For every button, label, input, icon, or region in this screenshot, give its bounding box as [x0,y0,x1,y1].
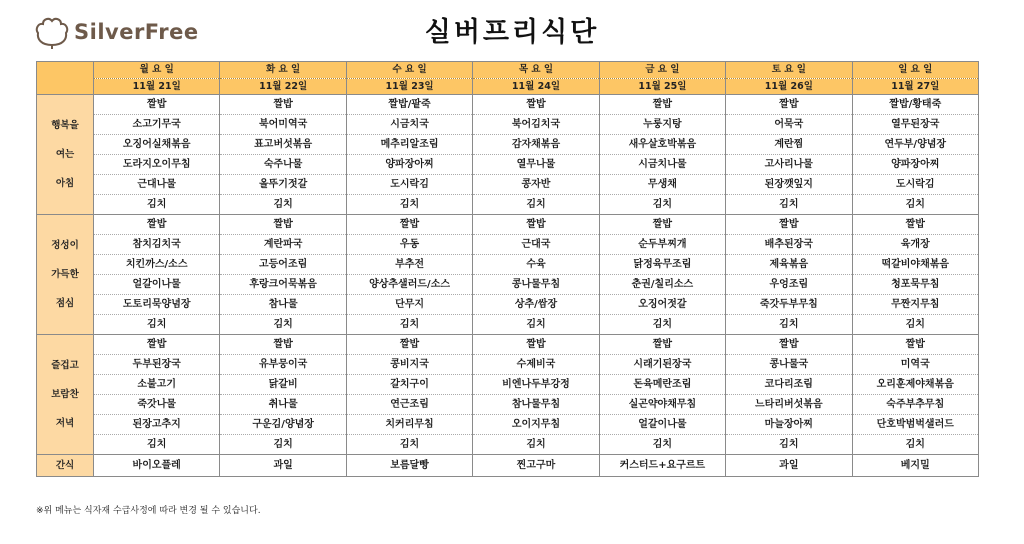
dish-cell: 미역국 [852,355,978,375]
meal-row [37,315,979,335]
dish-cell: 올뚜기젓갈 [220,175,346,195]
dish-cell: 우동 [346,235,472,255]
dish-cell: 양파장아찌 [852,155,978,175]
date-header-row [37,78,979,95]
dish-cell: 순두부찌개 [599,235,725,255]
dish-cell: 도토리묵양념장 [94,295,220,315]
snack-item: 과일 [220,455,346,477]
meal-label-line: 저녁 [55,418,75,429]
dish-cell: 짤밥 [94,215,220,235]
dish-cell: 북어미역국 [220,115,346,135]
meal-label-line: 가득한 [51,269,79,280]
dish-cell: 김치 [473,195,599,215]
dish-cell: 죽갓나물 [94,395,220,415]
dish-cell: 무짠지무침 [852,295,978,315]
dish-cell: 콩자반 [473,175,599,195]
meal-row [37,415,979,435]
meal-label-line: 여는 [55,149,75,160]
dish-cell: 짤밥/황태죽 [852,95,978,115]
day-name: 수 요 일 [346,62,472,79]
dish-cell: 소고기무국 [94,115,220,135]
dish-cell: 짤밥 [94,95,220,115]
menu-body [37,95,979,477]
dish-cell: 소불고기 [94,375,220,395]
dish-cell: 춘권/칠리소스 [599,275,725,295]
dish-cell: 무생채 [599,175,725,195]
day-date: 11월 24일 [473,78,599,95]
dish-cell: 짤밥/팥죽 [346,95,472,115]
dish-cell: 단무지 [346,295,472,315]
dish-cell: 근대나물 [94,175,220,195]
dish-cell: 단호박범벅샐러드 [852,415,978,435]
dish-cell: 열무된장국 [852,115,978,135]
meal-row [37,355,979,375]
dish-cell: 짤밥 [473,335,599,355]
footnote: ※위 메뉴는 식자재 수급사정에 따라 변경 될 수 있습니다. [36,506,261,516]
dish-cell: 김치 [220,315,346,335]
dish-cell: 도시락김 [346,175,472,195]
dish-cell: 느타리버섯볶음 [726,395,852,415]
day-name: 월 요 일 [94,62,220,79]
dish-cell: 감자채볶음 [473,135,599,155]
dish-cell: 도라지오이무침 [94,155,220,175]
meal-label [37,215,94,335]
snack-item: 찐고구마 [473,455,599,477]
dish-cell: 얼갈이나물 [599,415,725,435]
dish-cell: 치킨까스/소스 [94,255,220,275]
dish-cell: 김치 [220,435,346,455]
dish-cell: 북어김치국 [473,115,599,135]
dish-cell: 죽갓두부무침 [726,295,852,315]
meal-row [37,115,979,135]
dish-cell: 오이지무침 [473,415,599,435]
day-date: 11월 22일 [220,78,346,95]
dish-cell: 부추전 [346,255,472,275]
snack-label: 간식 [37,455,94,477]
dish-cell: 김치 [94,315,220,335]
meal-row [37,395,979,415]
meal-row [37,195,979,215]
day-name: 일 요 일 [852,62,978,79]
dish-cell: 김치 [94,195,220,215]
dish-cell: 짤밥 [599,335,725,355]
day-date: 11월 27일 [852,78,978,95]
meal-label-line: 정성이 [51,240,79,251]
dish-cell: 닭정육무조림 [599,255,725,275]
day-header-row [37,62,979,79]
dish-cell: 된장고추지 [94,415,220,435]
dish-cell: 김치 [473,435,599,455]
dish-cell: 짤밥 [220,95,346,115]
dish-cell: 배추된장국 [726,235,852,255]
dish-cell: 짤밥 [346,335,472,355]
dish-cell: 김치 [599,195,725,215]
dish-cell: 콩나물무침 [473,275,599,295]
dish-cell: 짤밥 [599,95,725,115]
meal-label-line: 보람찬 [51,389,79,400]
dish-cell: 짤밥 [726,335,852,355]
dish-cell: 콩비지국 [346,355,472,375]
dish-cell: 참나물 [220,295,346,315]
dish-cell: 청포묵무침 [852,275,978,295]
dish-cell: 숙주나물 [220,155,346,175]
snack-item: 보름달빵 [346,455,472,477]
dish-cell: 오리훈제야채볶음 [852,375,978,395]
meal-row [37,255,979,275]
dish-cell: 오징어젓갈 [599,295,725,315]
meal-row [37,155,979,175]
dish-cell: 짤밥 [220,215,346,235]
meal-row [37,135,979,155]
dish-cell: 짤밥 [220,335,346,355]
meal-row [37,215,979,235]
dish-cell: 유부뭉이국 [220,355,346,375]
dish-cell: 어묵국 [726,115,852,135]
meal-label [37,335,94,455]
dish-cell: 시금치나물 [599,155,725,175]
dish-cell: 돈육메란조림 [599,375,725,395]
dish-cell: 김치 [220,195,346,215]
dish-cell: 누룽지탕 [599,115,725,135]
meal-label-line: 즐겁고 [51,360,79,371]
dish-cell: 짤밥 [852,215,978,235]
dish-cell: 짤밥 [473,215,599,235]
dish-cell: 육개장 [852,235,978,255]
dish-cell: 김치 [599,315,725,335]
day-name: 금 요 일 [599,62,725,79]
dish-cell: 시금치국 [346,115,472,135]
dish-cell: 계란파국 [220,235,346,255]
page-title: 실버프리식단 [424,17,600,48]
dish-cell: 고등어조림 [220,255,346,275]
dish-cell: 연두부/양념장 [852,135,978,155]
corner-cell [37,62,94,95]
meal-row [37,435,979,455]
dish-cell: 코다리조림 [726,375,852,395]
dish-cell: 참나물무침 [473,395,599,415]
day-name: 토 요 일 [726,62,852,79]
dish-cell: 새우살호박볶음 [599,135,725,155]
dish-cell: 후랑크어묵볶음 [220,275,346,295]
dish-cell: 수제비국 [473,355,599,375]
meal-label-line: 점심 [55,298,75,309]
dish-cell: 짤밥 [852,335,978,355]
snack-item: 바이오플레 [94,455,220,477]
dish-cell: 김치 [94,435,220,455]
meal-row [37,235,979,255]
snack-item: 과일 [726,455,852,477]
dish-cell: 김치 [346,435,472,455]
dish-cell: 치커리무침 [346,415,472,435]
dish-cell: 도시락김 [852,175,978,195]
dish-cell: 표고버섯볶음 [220,135,346,155]
logo-text: SilverFree [74,20,199,44]
snack-item: 베지밀 [852,455,978,477]
dish-cell: 닭갈비 [220,375,346,395]
dish-cell: 우엉조림 [726,275,852,295]
dish-cell: 콩나물국 [726,355,852,375]
dish-cell: 김치 [852,195,978,215]
meal-label-line: 아침 [55,178,75,189]
meal-label-line: 행복을 [51,120,79,131]
dish-cell: 메추리알조림 [346,135,472,155]
dish-cell: 참치김치국 [94,235,220,255]
dish-cell: 취나물 [220,395,346,415]
dish-cell: 김치 [852,435,978,455]
meal-label [37,95,94,215]
day-name: 목 요 일 [473,62,599,79]
meal-row [37,95,979,115]
meal-row [37,335,979,355]
dish-cell: 짤밥 [473,95,599,115]
meal-row [37,295,979,315]
meal-row [37,375,979,395]
dish-cell: 근대국 [473,235,599,255]
day-date: 11월 26일 [726,78,852,95]
dish-cell: 짤밥 [726,95,852,115]
dish-cell: 상추/쌈장 [473,295,599,315]
day-date: 11월 23일 [346,78,472,95]
dish-cell: 구운김/양념장 [220,415,346,435]
dish-cell: 김치 [726,315,852,335]
meal-row [37,175,979,195]
dish-cell: 갈치구이 [346,375,472,395]
day-date: 11월 21일 [94,78,220,95]
dish-cell: 시래기된장국 [599,355,725,375]
dish-cell: 김치 [599,435,725,455]
dish-cell: 숙주부추무침 [852,395,978,415]
dish-cell: 연근조림 [346,395,472,415]
dish-cell: 양파장아찌 [346,155,472,175]
snack-row [37,455,979,477]
dish-cell: 짤밥 [726,215,852,235]
dish-cell: 열무나물 [473,155,599,175]
dish-cell: 김치 [346,315,472,335]
dish-cell: 양상추샐러드/소스 [346,275,472,295]
dish-cell: 짤밥 [94,335,220,355]
dish-cell: 제육볶음 [726,255,852,275]
dish-cell: 김치 [473,315,599,335]
dish-cell: 김치 [346,195,472,215]
dish-cell: 얼갈이나물 [94,275,220,295]
dish-cell: 짤밥 [599,215,725,235]
dish-cell: 김치 [852,315,978,335]
day-date: 11월 25일 [599,78,725,95]
dish-cell: 오징어실채볶음 [94,135,220,155]
dish-cell: 짤밥 [346,215,472,235]
dish-cell: 계란찜 [726,135,852,155]
dish-cell: 실곤약야채무침 [599,395,725,415]
dish-cell: 수육 [473,255,599,275]
dish-cell: 고사리나물 [726,155,852,175]
meal-row [37,275,979,295]
dish-cell: 마늘장아찌 [726,415,852,435]
dish-cell: 두부된장국 [94,355,220,375]
day-name: 화 요 일 [220,62,346,79]
dish-cell: 떡갈비야채볶음 [852,255,978,275]
dish-cell: 된장깻잎지 [726,175,852,195]
dish-cell: 김치 [726,195,852,215]
snack-item: 커스터드+요구르트 [599,455,725,477]
dish-cell: 김치 [726,435,852,455]
menu-table [36,61,979,477]
dish-cell: 비엔나두부강정 [473,375,599,395]
